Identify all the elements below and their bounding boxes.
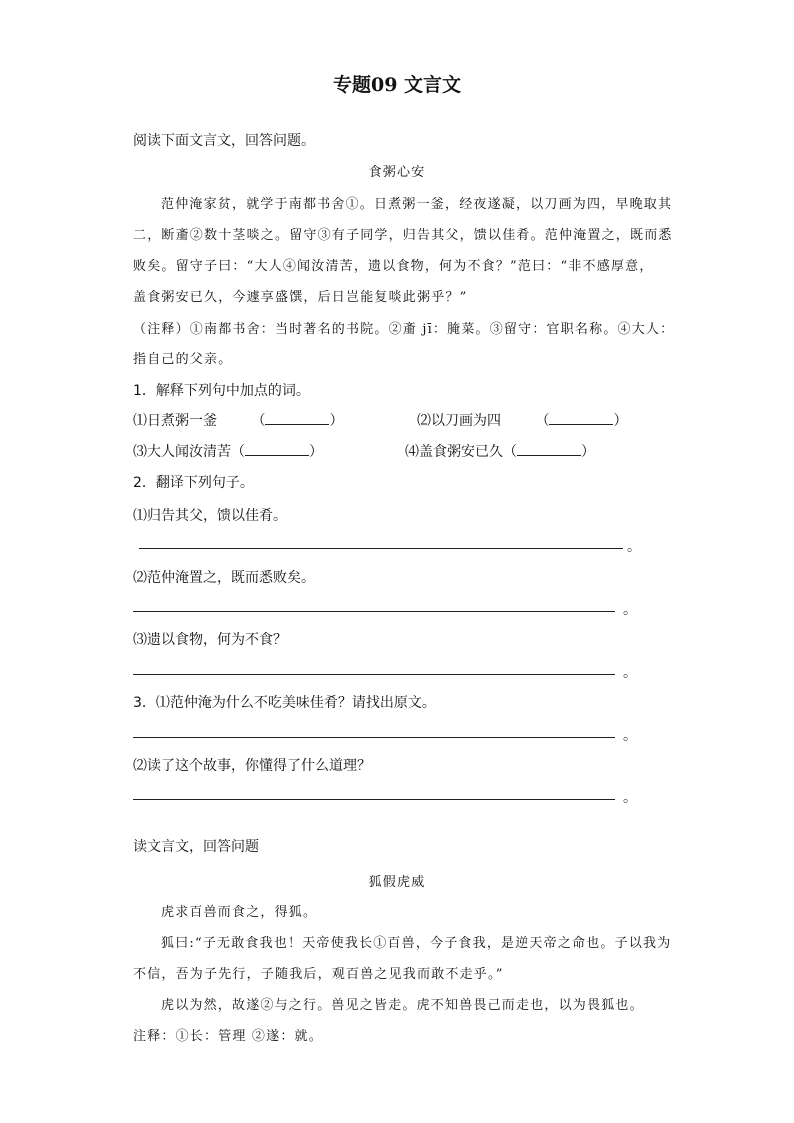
passage1-line-1: 范仲淹家贫，就学于南都书舍①。日煮粥一釜，经夜遂凝，以刀画为四，早晚取其 (161, 197, 673, 212)
q1-item-1-text: ⑴日煮粥一釜 (133, 413, 217, 429)
q3-prompt: 3．⑴范仲淹为什么不吃美味佳肴？请找出原文。 (133, 695, 436, 711)
answer-blank[interactable] (517, 443, 581, 456)
period: 。 (627, 539, 641, 555)
paren-open: （ (535, 413, 550, 429)
passage1-line-2: 二，断齑②数十茎啖之。留守③有子同学，归告其父，馈以佳肴。范仲淹置之，既而悉 (133, 228, 673, 243)
answer-line[interactable] (139, 548, 623, 549)
notes2: 注释：①长：管理 ②遂：就。 (133, 1029, 323, 1044)
answer-line[interactable] (133, 611, 615, 612)
paren-open: （ (251, 413, 266, 429)
paren-close: ） (329, 413, 344, 429)
section1-instruction: 阅读下面文言文，回答问题。 (133, 133, 315, 149)
answer-blank[interactable] (265, 412, 329, 425)
passage2-line-4: 虎以为然，故遂②与之行。兽见之皆走。虎不知兽畏己而走也，以为畏狐也。 (161, 998, 644, 1013)
passage2-line-1: 虎求百兽而食之，得狐。 (161, 905, 318, 920)
passage2-line-2: 狐曰:“子无敢食我也！天帝使我长①百兽，今子食我，是逆天帝之命也。子以我为 (161, 936, 672, 951)
q2-item-2: ⑵范仲淹置之，既而悉败矣。 (133, 570, 315, 586)
q1-item-1 (133, 410, 343, 430)
passage1-line-4: 盖食粥安已久，今遽享盛馔，后日岂能复啖此粥乎？” (133, 290, 468, 305)
section2-instruction: 读文言文，回答问题 (133, 839, 259, 855)
page-title: 专题09 文言文 (332, 74, 462, 96)
q1-item-3-text: ⑶大人闻汝清苦 (133, 444, 231, 460)
paren-close: ） (309, 444, 323, 460)
notes1-line-1: （注释）①南都书舍：当时著名的书院。②齑 jī：腌菜。③留守：官职名称。④大人： (133, 322, 675, 337)
paren-close: ） (613, 413, 628, 429)
q2-item-3: ⑶遗以食物，何为不食？ (133, 632, 287, 648)
answer-blank[interactable] (245, 443, 309, 456)
q1-item-4-text: ⑷盖食粥安已久 (405, 444, 503, 460)
q1-prompt: 1．解释下列句中加点的词。 (133, 383, 310, 399)
section1-story-title: 食粥心安 (368, 165, 426, 180)
answer-line[interactable] (133, 674, 615, 675)
paren-close: ） (581, 444, 595, 460)
q3-item-2: ⑵读了这个故事，你懂得了什么道理？ (133, 758, 371, 774)
q1-item-2 (417, 410, 627, 430)
q1-item-2-text: ⑵以刀画为四 (417, 413, 501, 429)
passage2-line-3: 不信，吾为子先行，子随我后，观百兽之见我而敢不走乎。” (133, 967, 504, 982)
passage1-line-3: 败矣。留守子曰：“大人④闻汝清苦，遗以食物，何为不食？”范曰：“非不感厚意， (133, 259, 654, 274)
paren-open: （ (231, 444, 245, 460)
period: 。 (623, 602, 637, 618)
answer-line[interactable] (133, 737, 615, 738)
q2-prompt: 2．翻译下列句子。 (133, 475, 254, 491)
q1-item-4 (405, 441, 595, 461)
q1-item-3 (133, 441, 323, 461)
answer-line[interactable] (133, 799, 615, 800)
period: 。 (623, 790, 637, 806)
notes1-line-2: 指自己的父亲。 (133, 352, 233, 367)
q2-item-1: ⑴归告其父，馈以佳肴。 (133, 508, 287, 524)
section2-story-title: 狐假虎威 (368, 875, 426, 890)
paren-open: （ (503, 444, 517, 460)
answer-blank[interactable] (549, 412, 613, 425)
period: 。 (623, 728, 637, 744)
period: 。 (623, 665, 637, 681)
